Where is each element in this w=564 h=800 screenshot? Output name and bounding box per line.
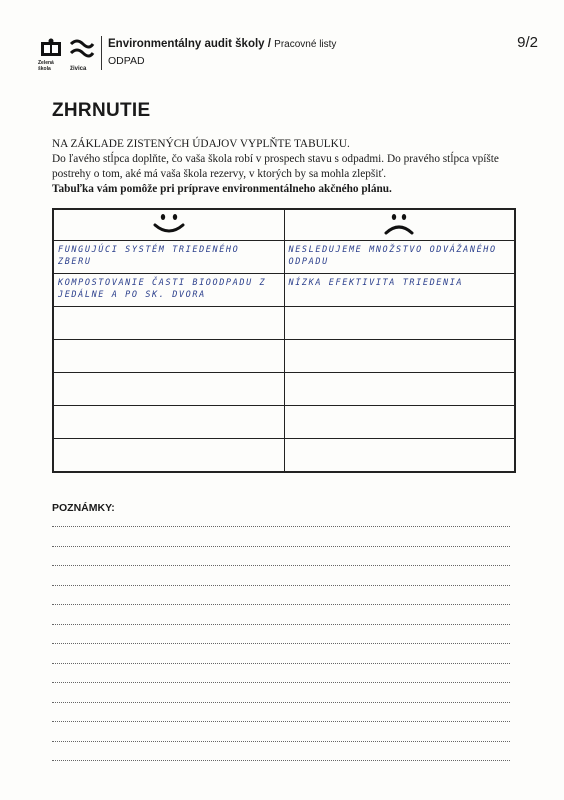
instructions xyxy=(52,137,522,197)
logo-right-text: živica xyxy=(70,66,87,72)
handwritten-positive xyxy=(54,307,284,313)
instruction-bold: Tabuľka vám pomôže pri príprave environmentálneho akčného plánu. xyxy=(52,183,392,195)
logo-left-text: Zelená škola xyxy=(38,60,54,72)
handwritten-positive: KOMPOSTOVANIE ČASTI BIOODPADU Z JEDÁLNE A PO SK. DVORA xyxy=(58,278,267,300)
negative-cell[interactable] xyxy=(284,307,515,340)
negative-cell[interactable] xyxy=(284,274,515,307)
notes-line[interactable] xyxy=(52,741,510,742)
table-row xyxy=(53,274,515,307)
negative-cell[interactable] xyxy=(284,406,515,439)
negative-cell[interactable] xyxy=(284,241,515,274)
positive-cell[interactable] xyxy=(53,406,284,439)
page-heading: ZHRNUTIE xyxy=(52,100,151,121)
table-row xyxy=(53,439,515,473)
smiley-face-icon xyxy=(151,211,187,235)
handwritten-positive xyxy=(54,439,284,445)
handwritten-negative xyxy=(285,307,515,313)
instruction-body: Do ľavého stĺpca doplňte, čo vaša škola robí v prospech stavu s odpadmi. Do pravého stĺpca vpíšte postrehy o tom, aké má vaša škola rezervy, v ktorých by sa mohla zlepšiť. xyxy=(52,153,499,180)
sad-face-icon xyxy=(381,211,417,235)
notes-line[interactable] xyxy=(52,643,510,644)
positive-cell[interactable] xyxy=(53,274,284,307)
notes-line[interactable] xyxy=(52,702,510,703)
zivica-leaf-icon xyxy=(68,38,96,60)
positive-cell[interactable] xyxy=(53,241,284,274)
notes-line[interactable] xyxy=(52,604,510,605)
page-number: 9/2 xyxy=(517,34,538,51)
notes-line[interactable] xyxy=(52,585,510,586)
handwritten-negative xyxy=(285,340,515,346)
section-name: ODPAD xyxy=(108,55,145,67)
handwritten-negative: NÍZKA EFEKTIVITA TRIEDENIA xyxy=(288,278,464,288)
positive-cell[interactable] xyxy=(53,439,284,473)
table-row xyxy=(53,340,515,373)
instruction-caps: NA ZÁKLADE ZISTENÝCH ÚDAJOV VYPLŇTE TABULKU. xyxy=(52,138,350,150)
table-row xyxy=(53,373,515,406)
title-separator: / xyxy=(264,38,275,50)
title-main: Environmentálny audit školy xyxy=(108,38,265,50)
positive-cell[interactable] xyxy=(53,373,284,406)
notes-line[interactable] xyxy=(52,682,510,683)
handwritten-positive: FUNGUJÚCI SYSTÉM TRIEDENÉHO ZBERU xyxy=(58,245,240,267)
table-row xyxy=(53,307,515,340)
handwritten-negative xyxy=(285,439,515,445)
zelena-skola-logo xyxy=(38,38,64,72)
negative-cell[interactable] xyxy=(284,439,515,473)
notes-label: POZNÁMKY: xyxy=(52,502,115,514)
table-row xyxy=(53,241,515,274)
notes-line[interactable] xyxy=(52,546,510,547)
table-row xyxy=(53,406,515,439)
notes-line[interactable] xyxy=(52,526,510,527)
document-title xyxy=(108,38,336,50)
negative-cell[interactable] xyxy=(284,340,515,373)
positive-cell[interactable] xyxy=(53,340,284,373)
header-logos xyxy=(38,38,100,72)
notes-line[interactable] xyxy=(52,663,510,664)
handwritten-positive xyxy=(54,406,284,412)
handwritten-positive xyxy=(54,373,284,379)
handwritten-negative xyxy=(285,373,515,379)
zivica-logo xyxy=(68,38,98,72)
summary-table xyxy=(52,208,516,473)
header-divider xyxy=(101,36,102,70)
table-header-row xyxy=(53,209,515,241)
handwritten-negative: NESLEDUJEME MNOŽSTVO ODVÁŽANÉHO ODPADU xyxy=(288,245,497,267)
book-school-icon xyxy=(38,38,64,62)
positive-column-header xyxy=(53,209,284,241)
positive-cell[interactable] xyxy=(53,307,284,340)
notes-line[interactable] xyxy=(52,624,510,625)
title-subtitle: Pracovné listy xyxy=(274,39,337,50)
negative-cell[interactable] xyxy=(284,373,515,406)
notes-line[interactable] xyxy=(52,760,510,761)
handwritten-positive xyxy=(54,340,284,346)
negative-column-header xyxy=(284,209,515,241)
handwritten-negative xyxy=(285,406,515,412)
notes-line[interactable] xyxy=(52,721,510,722)
notes-line[interactable] xyxy=(52,565,510,566)
